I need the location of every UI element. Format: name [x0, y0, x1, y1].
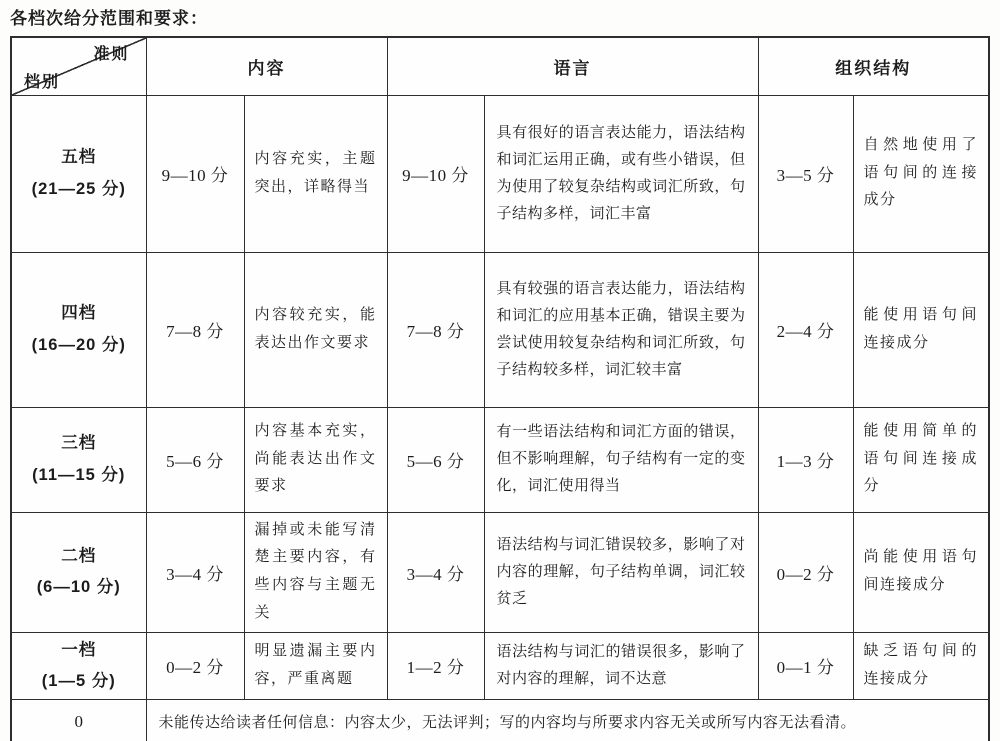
header-content: 内容 — [146, 37, 387, 95]
grade-cell — [11, 407, 146, 512]
language-score: 1—2 分 — [387, 632, 484, 700]
org-desc: 能使用语句间连接成分 — [853, 252, 989, 407]
org-desc: 能使用简单的语句间连接成分 — [853, 407, 989, 512]
grade-cell — [11, 252, 146, 407]
grade-range: (1—5 分) — [41, 671, 116, 690]
grading-criteria-table — [10, 36, 990, 741]
org-score: 0—1 分 — [758, 632, 853, 700]
org-score: 0—2 分 — [758, 512, 853, 632]
grade-cell — [11, 95, 146, 252]
org-score: 3—5 分 — [758, 95, 853, 252]
org-desc: 自然地使用了语句间的连接成分 — [853, 95, 989, 252]
header-language: 语言 — [387, 37, 758, 95]
table-row-grade4 — [11, 252, 989, 407]
org-score: 1—3 分 — [758, 407, 853, 512]
org-desc: 尚能使用语句间连接成分 — [853, 512, 989, 632]
content-score: 3—4 分 — [146, 512, 244, 632]
grade-name: 一档 — [61, 640, 97, 659]
grade-range: (11—15 分) — [32, 465, 126, 484]
content-desc: 内容基本充实，尚能表达出作文要求 — [244, 407, 387, 512]
language-desc: 语法结构与词汇错误较多，影响了对内容的理解，句子结构单调，词汇较贫乏 — [484, 512, 758, 632]
grade-name: 四档 — [61, 304, 97, 323]
grade-name: 二档 — [61, 546, 97, 565]
grade-cell — [11, 632, 146, 700]
grade-zero: 0 — [11, 700, 146, 741]
corner-criteria-label: 准则 — [93, 46, 130, 63]
language-desc: 具有较强的语言表达能力，语法结构和词汇的应用基本正确，错误主要为尝试使用较复杂结构和词汇所致，句子结构较多样，词汇较丰富 — [484, 252, 758, 407]
grade-range: (21—25 分) — [31, 179, 126, 198]
header-organization: 组织结构 — [758, 37, 989, 95]
table-row-grade5 — [11, 95, 989, 252]
org-desc: 缺乏语句间的连接成分 — [853, 632, 989, 700]
grade-cell — [11, 512, 146, 632]
grade-range: (6—10 分) — [36, 578, 121, 596]
corner-header-cell — [11, 37, 146, 95]
org-score: 2—4 分 — [758, 252, 853, 407]
header-row — [11, 37, 989, 95]
grade-zero-desc: 未能传达给读者任何信息：内容太少，无法评判；写的内容均与所要求内容无关或所写内容无法看清。 — [146, 700, 989, 741]
page-title: 各档次给分范围和要求： — [10, 9, 208, 28]
language-score: 5—6 分 — [387, 407, 484, 512]
table-row-grade0 — [11, 700, 989, 741]
grade-range: (16—20 分) — [31, 335, 126, 354]
table-row-grade1 — [11, 632, 989, 700]
content-score: 7—8 分 — [146, 252, 244, 407]
corner-grade-label: 档别 — [24, 73, 61, 91]
language-desc: 有一些语法结构和词汇方面的错误，但不影响理解，句子结构有一定的变化，词汇使用得当 — [484, 407, 758, 512]
language-desc: 语法结构与词汇的错误很多，影响了对内容的理解，词不达意 — [484, 632, 758, 700]
content-desc: 内容较充实，能表达出作文要求 — [244, 252, 387, 407]
language-score: 3—4 分 — [387, 512, 484, 632]
table-row-grade3 — [11, 407, 989, 512]
grade-name: 五档 — [61, 148, 97, 167]
language-score: 7—8 分 — [387, 252, 484, 407]
table-row-grade2 — [11, 512, 989, 632]
content-desc: 明显遗漏主要内容，严重离题 — [244, 632, 387, 700]
grade-name: 三档 — [61, 434, 97, 453]
content-score: 0—2 分 — [146, 632, 244, 700]
content-score: 5—6 分 — [146, 407, 244, 512]
content-score: 9—10 分 — [146, 95, 244, 252]
content-desc: 内容充实，主题突出，详略得当 — [244, 95, 387, 252]
language-desc: 具有很好的语言表达能力，语法结构和词汇运用正确，或有些小错误，但为使用了较复杂结构或词汇所致，句子结构多样，词汇丰富 — [484, 95, 758, 252]
language-score: 9—10 分 — [387, 95, 484, 252]
content-desc: 漏掉或未能写清楚主要内容，有些内容与主题无关 — [244, 512, 387, 632]
